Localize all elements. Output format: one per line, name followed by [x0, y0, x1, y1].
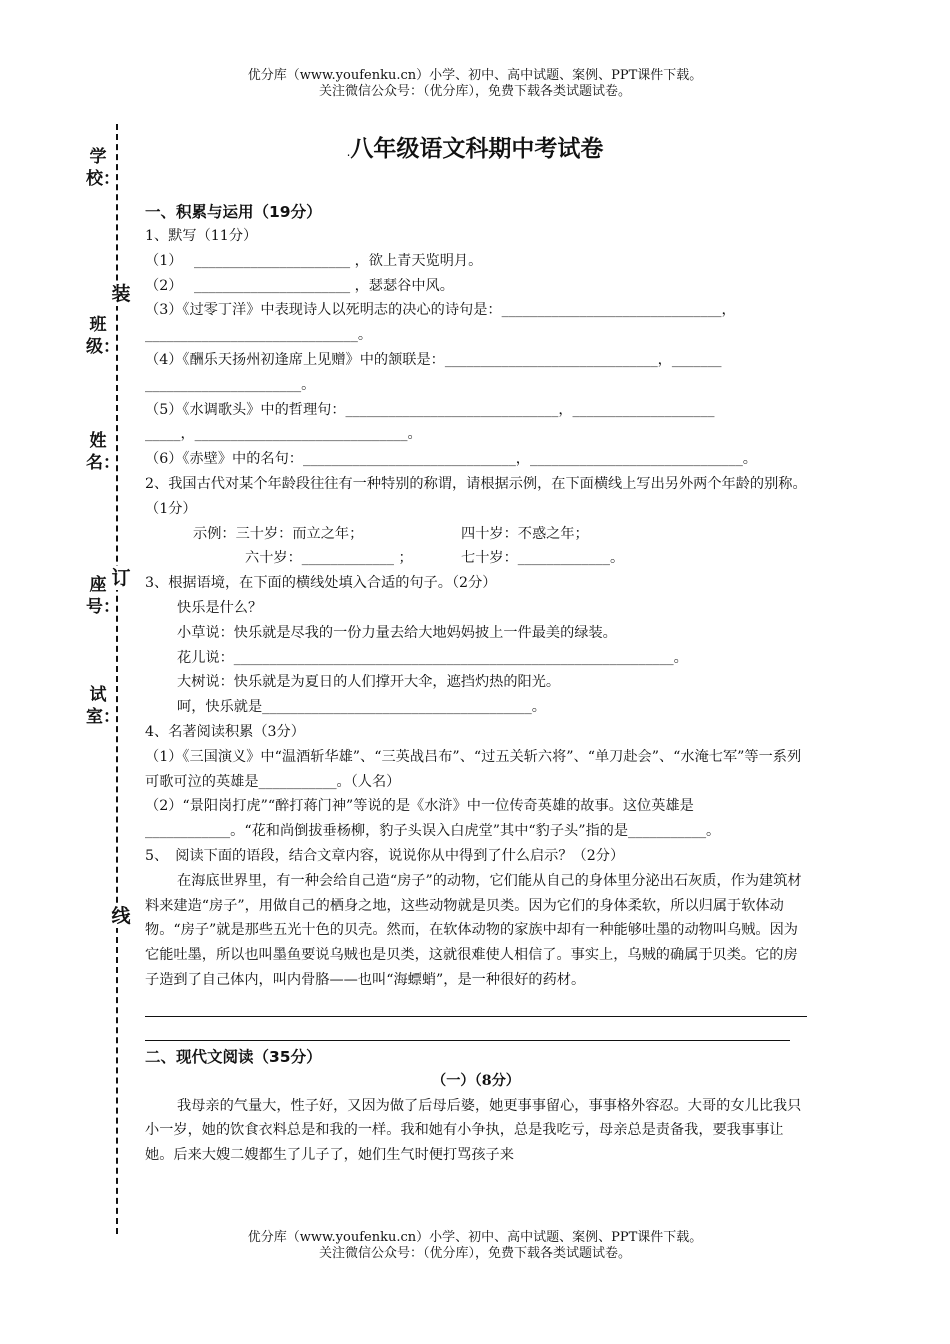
title-text: 八年级语文科期中考试卷	[350, 136, 604, 162]
footer-line-1: 优分库（www.youfenku.cn）小学、初中、高中试题、案例、PPT课件下载。	[247, 1230, 703, 1245]
footer-line-2: 关注微信公众号：（优分库），免费下载各类试题试卷。	[318, 1246, 631, 1261]
q1-line-5b[interactable]: _____，______________________________。	[145, 426, 422, 443]
q2-example-row-1	[145, 522, 807, 547]
part-1-label: （一）（8分）	[432, 1072, 520, 1089]
q3-line-4: 大树说：快乐就是为夏日的人们撑开大伞，遮挡灼热的阳光。	[177, 674, 561, 691]
q3-heading: 3、根据语境，在下面的横线处填入合适的句子。（2分）	[145, 575, 497, 592]
q2-answer-70[interactable]: 七十岁：_____________。	[461, 550, 625, 567]
q1-line-5a[interactable]: （5）《水调歌头》中的哲理句：______________________________，____________________	[145, 401, 715, 418]
q4-part-2[interactable]: （2）“景阳岗打虎”“醉打蒋门神”等说的是《水浒》中一位传奇英雄的故事。这位英雄是____________。“花和尚倒拔垂杨柳，豹子头误入白虎堂”其中“豹子头”指的是___________。	[145, 798, 721, 840]
q2-answer-60[interactable]: 六十岁：_____________ ；	[245, 550, 413, 567]
q1-line-4a[interactable]: （4）《酬乐天扬州初逢席上见赠》中的颔联是：______________________________，_______	[145, 351, 722, 368]
q5-passage: 在海底世界里，有一种会给自己造“房子”的动物，它们能从自己的身体里分泌出石灰质，作为建筑材料来建造“房子”，用做自己的栖身之地，这些动物就是贝类。因为它们的身体柔软，所以归属于软体动物。“房子”就是那些五光十色的贝壳。然而，在软体动物的家族中却有一种能够吐墨的动物叫乌贼。因为它能吐墨，所以也叫墨鱼要说乌贼也是贝类，这就很难使人相信了。事实上，乌贼的确属于贝类。它的房子造到了自己体内，叫内骨胳——也叫“海螵蛸”，是一种很好的药材。	[145, 872, 802, 988]
q4-part-1[interactable]: （1）《三国演义》中“温酒斩华雄”、“三英战吕布”、“过五关斩六将”、“单刀赴会”、“水淹七军”等一系列可歌可泣的英雄是___________。（人名）	[145, 748, 802, 790]
q1-line-3a[interactable]: （3）《过零丁洋》中表现诗人以死明志的决心的诗句是：_______________________________，	[145, 302, 736, 319]
q1-line-6[interactable]: （6）《赤壁》中的名句：______________________________，______________________________。	[145, 451, 757, 468]
section-2-heading: 二、现代文阅读（35分）	[145, 1047, 322, 1066]
q3-line-2: 小草说：快乐就是尽我的一份力量去给大地妈妈披上一件最美的绿装。	[177, 624, 617, 641]
q3-line-3[interactable]: 花儿说：______________________________________________________________。	[177, 649, 688, 666]
q2-heading: 2、我国古代对某个年龄段往往有一种特别的称谓，请根据示例，在下面横线上写出另外两个年龄的别称。（1分）	[145, 475, 807, 517]
q3-line-5[interactable]: 呵，快乐就是______________________________________。	[177, 699, 546, 716]
q5-heading: 5、 阅读下面的语段，结合文章内容，说说你从中得到了什么启示？（2分）	[145, 847, 625, 864]
q5-answer-line-2[interactable]	[145, 1017, 790, 1041]
q1-line-2[interactable]: （2） ______________________ ，瑟瑟谷中风。	[145, 277, 454, 294]
q1-line-1[interactable]: （1） ______________________ ，欲上青天览明月。	[145, 252, 483, 269]
q2-answer-row	[145, 546, 807, 571]
binding-mark-zhuang: 装	[108, 282, 134, 306]
page-header	[0, 68, 950, 100]
q1-line-4b[interactable]: ______________________。	[145, 376, 316, 393]
section-2-passage: 我母亲的气量大，性子好，又因为做了后母后婆，她更事事留心，事事格外容忍。大哥的女儿比我只小一岁，她的饮食衣料总是和我的一样。我和她有小争执，总是我吃亏，母亲总是责备我，要我事事让她。后来大嫂二嫂都生了儿子了，她们生气时便打骂孩子来	[145, 1097, 802, 1164]
q4-heading: 4、名著阅读积累（3分）	[145, 723, 305, 740]
header-line-2: 关注微信公众号：（优分库），免费下载各类试题试卷。	[318, 84, 631, 99]
section-2-part-1-heading	[145, 1069, 807, 1094]
binding-mark-xian: 线	[108, 904, 134, 928]
q1-line-3b[interactable]: ______________________________。	[145, 327, 373, 344]
q2-example-40: 四十岁：不惑之年；	[461, 525, 589, 542]
q1-heading: 1、默写（11分）	[145, 228, 258, 244]
header-line-1: 优分库（www.youfenku.cn）小学、初中、高中试题、案例、PPT课件下载。	[247, 68, 703, 83]
q2-example-30: 示例：三十岁：而立之年；	[193, 525, 364, 542]
room-field-label: 试室：	[86, 685, 120, 727]
class-field-label: 班级：	[86, 315, 120, 357]
q3-line-1: 快乐是什么？	[177, 599, 263, 616]
title-dot: .	[346, 145, 351, 159]
page-footer	[0, 1230, 950, 1262]
page-title	[0, 134, 950, 167]
binding-mark-ding: 订	[108, 566, 134, 590]
seat-field-label: 座号：	[86, 575, 120, 617]
name-field-label: 姓名：	[86, 431, 120, 473]
school-field-label: 学校：	[86, 147, 120, 189]
q5-answer-line-1[interactable]	[145, 993, 807, 1017]
section-1-heading: 一、积累与运用（19分）	[145, 203, 322, 221]
exam-content	[145, 200, 807, 1168]
